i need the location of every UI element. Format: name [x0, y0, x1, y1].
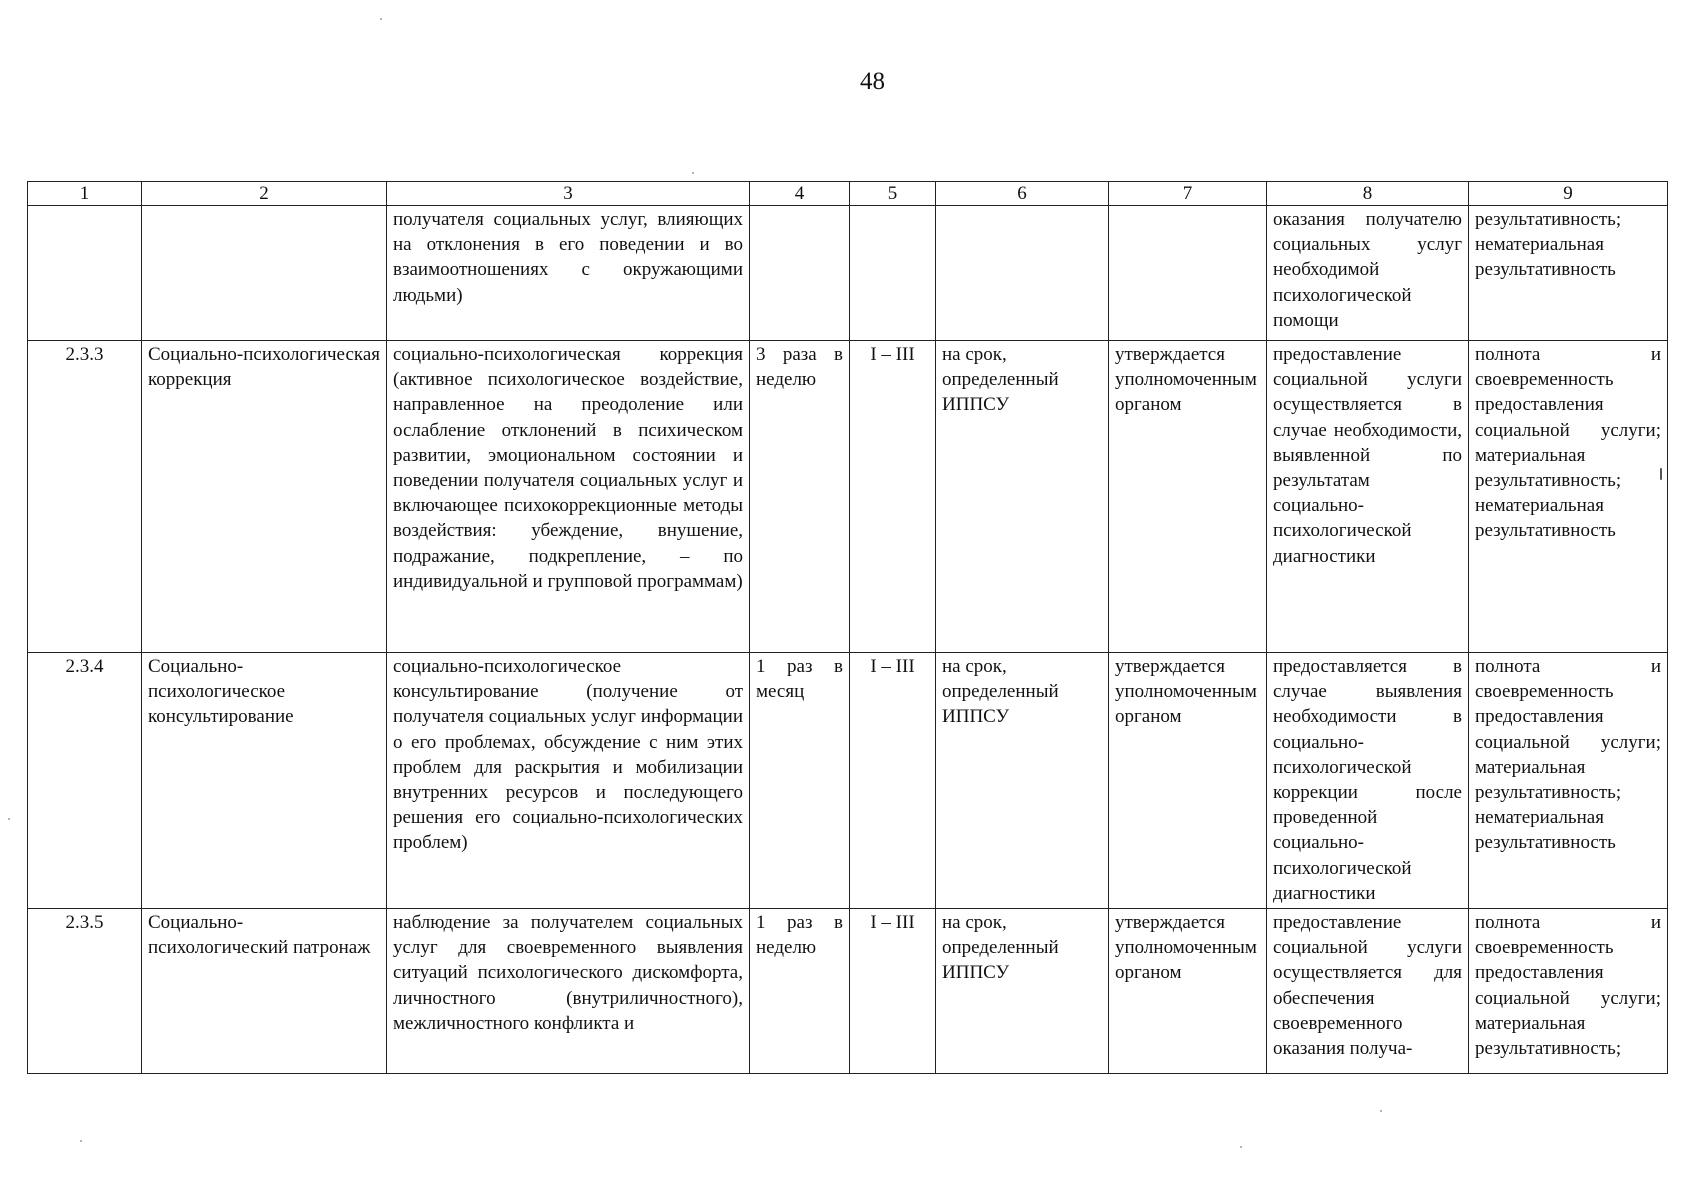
cell-stages: I – III [850, 909, 936, 1074]
cell-cost: утверждается уполномоченным органом [1109, 653, 1267, 909]
header-row [28, 182, 1668, 206]
scan-mark [1660, 468, 1662, 480]
cell-evaluation: полнота и своевременность предоставления социальной услуги; материальная результативность; [1469, 909, 1668, 1074]
cell-name: Социально-психологическая коррекция [142, 341, 387, 653]
cell-term [936, 206, 1109, 341]
cell-term: на срок, определенный ИППСУ [936, 909, 1109, 1074]
cell-description: социально-психологическая коррекция (активное психологическое воздействие, направленное на преодоление или ослабление отклонений в психическом развитии, эмоциональном состоянии и поведении получателя социальных услуг и включающее психокоррекционные методы воздействия: убеждение, внушение, подражание, подкрепление, – по индивидуальной и групповой программам) [387, 341, 750, 653]
scan-speck [80, 1140, 82, 1142]
cell-description: социально-психологическое консультирование (получение от получателя социальных услуг информации о его проблемах, обсуждение с ним этих проблем для раскрытия и мобилизации внутренних ресурсов и последующего решения его социально-психологических проблем) [387, 653, 750, 909]
scan-speck [380, 18, 382, 20]
cell-conditions: предоставление социальной услуги осуществляется в случае необходимости, выявленной по результатам социально-психологической диагностики [1267, 341, 1469, 653]
table-row [28, 653, 1668, 909]
cell-conditions: предоставление социальной услуги осуществляется для обеспечения своевременного оказания получа- [1267, 909, 1469, 1074]
cell-stages [850, 206, 936, 341]
header-col-9: 9 [1469, 182, 1668, 206]
header-col-3: 3 [387, 182, 750, 206]
cell-evaluation: полнота и своевременность предоставления социальной услуги; материальная результативность; нематериальная результативность [1469, 341, 1668, 653]
cell-num [28, 206, 142, 341]
header-col-7: 7 [1109, 182, 1267, 206]
header-col-5: 5 [850, 182, 936, 206]
header-col-8: 8 [1267, 182, 1469, 206]
cell-description: наблюдение за получателем социальных услуг для своевременного выявления ситуаций психологического дискомфорта, личностного (внутриличностного), межличностного конфликта и [387, 909, 750, 1074]
cell-frequency: 1 раз в неделю [750, 909, 850, 1074]
cell-conditions: оказания получателю социальных услуг необходимой психологической помощи [1267, 206, 1469, 341]
scan-speck [1240, 1146, 1242, 1148]
cell-name: Социально-психологический патронаж [142, 909, 387, 1074]
cell-name: Социально-психологическое консультирование [142, 653, 387, 909]
cell-stages: I – III [850, 341, 936, 653]
header-col-2: 2 [142, 182, 387, 206]
cell-cost: утверждается уполномоченным органом [1109, 341, 1267, 653]
cell-description: получателя социальных услуг, влияющих на отклонения в его поведении и во взаимоотношениях с окружающими людьми) [387, 206, 750, 341]
cell-num: 2.3.3 [28, 341, 142, 653]
cell-num: 2.3.4 [28, 653, 142, 909]
cell-frequency: 1 раз в месяц [750, 653, 850, 909]
header-col-6: 6 [936, 182, 1109, 206]
scan-speck [8, 818, 10, 820]
cell-term: на срок, определенный ИППСУ [936, 341, 1109, 653]
cell-num: 2.3.5 [28, 909, 142, 1074]
cell-conditions: предоставляется в случае выявления необходимости в социально-психологической коррекции после проведенной социально-психологической диагностики [1267, 653, 1469, 909]
cell-term: на срок, определенный ИППСУ [936, 653, 1109, 909]
scan-speck [692, 172, 694, 174]
table-row [28, 909, 1668, 1074]
cell-frequency: 3 раза в неделю [750, 341, 850, 653]
scan-speck [1380, 1110, 1382, 1112]
cell-cost: утверждается уполномоченным органом [1109, 909, 1267, 1074]
cell-stages: I – III [850, 653, 936, 909]
cell-cost [1109, 206, 1267, 341]
cell-name [142, 206, 387, 341]
cell-evaluation: результативность; нематериальная результативность [1469, 206, 1668, 341]
services-table [27, 181, 1668, 1074]
cell-evaluation: полнота и своевременность предоставления социальной услуги; материальная результативность; нематериальная результативность [1469, 653, 1668, 909]
header-col-1: 1 [28, 182, 142, 206]
page-number: 48 [860, 68, 885, 95]
table-row-continuation [28, 206, 1668, 341]
header-col-4: 4 [750, 182, 850, 206]
table-row [28, 341, 1668, 653]
cell-frequency [750, 206, 850, 341]
